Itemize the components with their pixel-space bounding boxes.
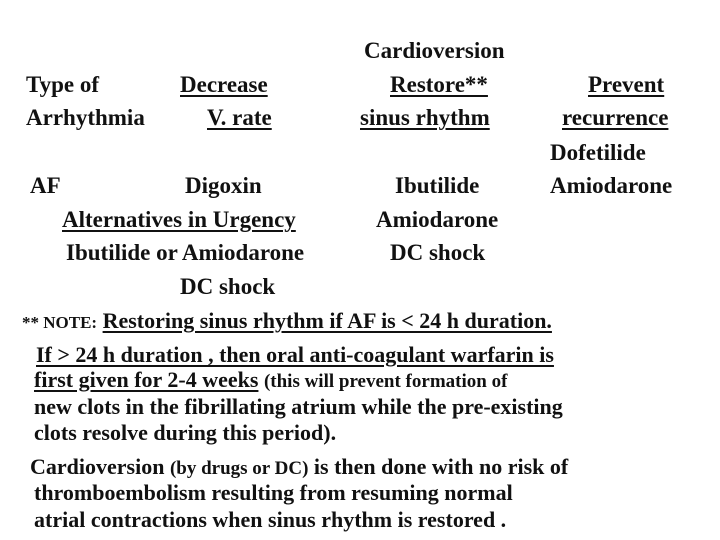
note-methods: (by drugs or DC)	[169, 458, 309, 479]
note-text-3	[264, 367, 507, 392]
urgency-cardio-amiodarone: Amiodarone	[376, 207, 499, 232]
header-type-line2: Arrhythmia	[26, 105, 145, 130]
urgency-cardio-dc-shock: DC shock	[390, 240, 486, 265]
note-line-6	[30, 454, 568, 482]
header-cardioversion-line1: Cardioversion	[364, 38, 505, 63]
urgency-dc-shock: DC shock	[180, 274, 276, 299]
header-decrease-line2: V. rate	[207, 105, 272, 130]
note-line-2: If > 24 h duration , then oral anti-coagulant warfarin is	[36, 342, 554, 367]
note-paren-open: (this will prevent formation of	[263, 371, 508, 392]
header-decrease-line1: Decrease	[180, 72, 268, 97]
row-type-af: AF	[30, 173, 61, 198]
note-line-3	[34, 367, 507, 395]
note-line-7: thromboembolism resulting from resuming normal	[34, 480, 513, 505]
prevent-drug-dofetilide: Dofetilide	[550, 140, 646, 165]
urgency-title: Alternatives in Urgency	[62, 207, 296, 232]
note-line-1	[22, 308, 552, 336]
row-cardioversion-drug: Ibutilide	[395, 173, 480, 198]
urgency-options: Ibutilide or Amiodarone	[66, 240, 305, 265]
prevent-drug-amiodarone: Amiodarone	[550, 173, 673, 198]
header-prevent-line1: Prevent	[588, 72, 665, 97]
header-type-line1: Type of	[26, 72, 100, 97]
note-prefix: ** NOTE:	[22, 313, 98, 332]
note-line-4: new clots in the fibrillating atrium while the pre-existing	[34, 394, 563, 419]
header-prevent-line2: recurrence	[562, 105, 669, 130]
note-cardioversion: Cardioversion	[30, 454, 165, 479]
note-text-6: is then done with no risk of	[313, 454, 569, 479]
note-duration: first given for 2-4 weeks	[34, 367, 259, 392]
header-cardioversion-line3: sinus rhythm	[360, 105, 490, 130]
row-decrease-drug: Digoxin	[185, 173, 262, 198]
note-line-8: atrial contractions when sinus rhythm is restored .	[34, 507, 507, 532]
note-line-5: clots resolve during this period).	[34, 420, 337, 445]
note-text-1: Restoring sinus rhythm if AF is < 24 h duration.	[102, 308, 552, 333]
header-cardioversion-line2: Restore**	[390, 72, 488, 97]
